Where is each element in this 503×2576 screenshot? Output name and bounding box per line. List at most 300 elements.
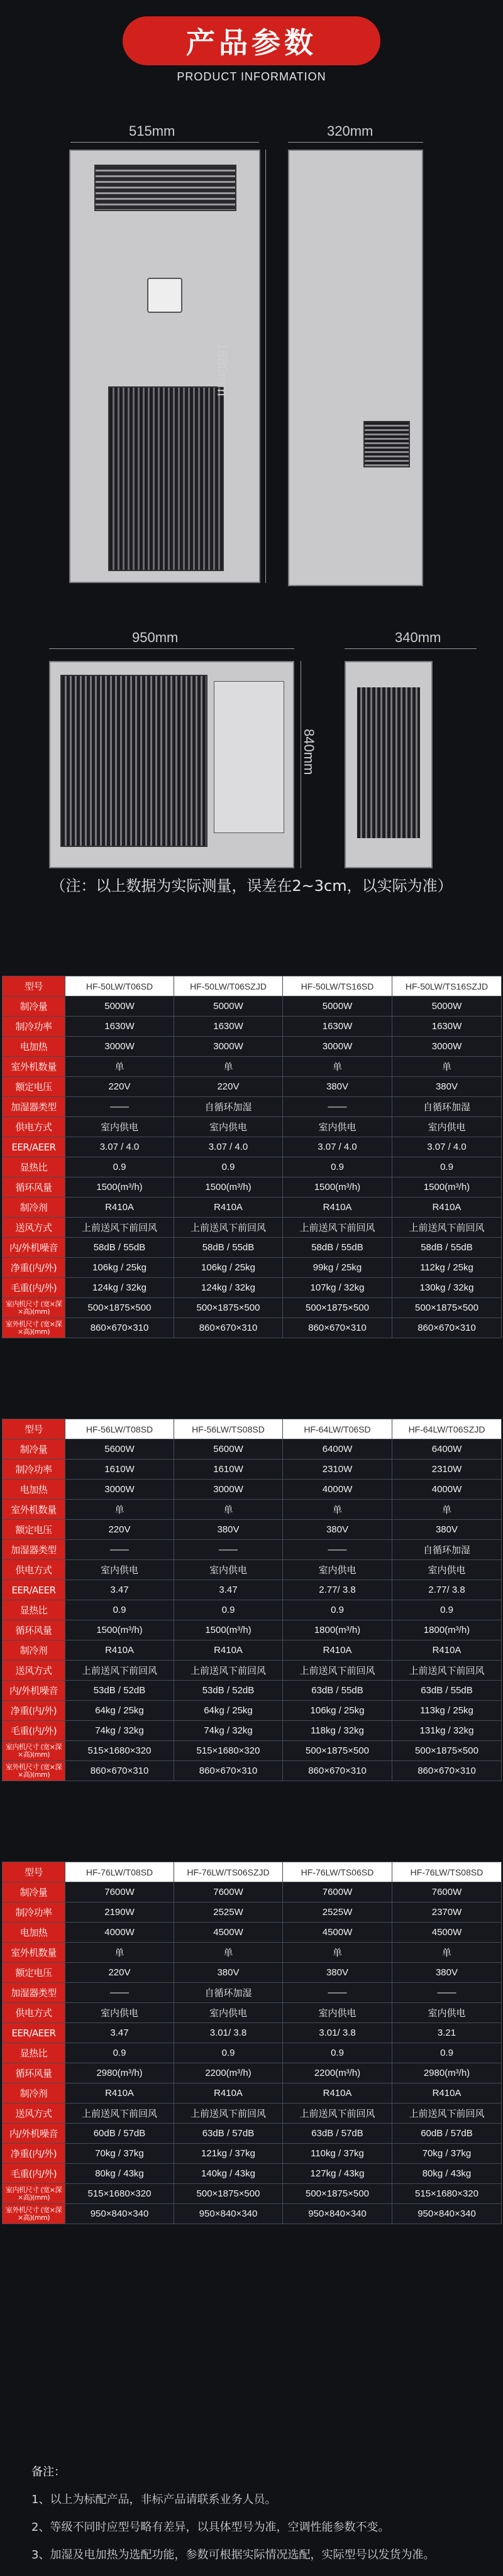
spec-cell: 1630W — [283, 1017, 392, 1037]
spec-cell: HF-50LW/T06SD — [65, 976, 174, 996]
spec-row — [3, 996, 502, 1017]
spec-cell: 860×670×310 — [283, 1318, 392, 1338]
spec-cell: 220V — [65, 1520, 174, 1540]
row-label: 循环风量 — [3, 2063, 65, 2083]
spec-row — [3, 1943, 502, 1963]
spec-cell: 0.9 — [392, 1600, 502, 1620]
row-label: 毛重(内/外) — [3, 1278, 65, 1298]
indoor-top-vent — [94, 165, 236, 211]
row-label: 制冷功率 — [3, 1017, 65, 1037]
spec-cell: 1610W — [174, 1460, 283, 1480]
spec-row — [3, 1862, 502, 1882]
spec-row — [3, 1620, 502, 1640]
spec-cell: 室内供电 — [283, 2003, 392, 2023]
spec-cell: 380V — [392, 1520, 502, 1540]
spec-cell: 1500(m³/h) — [392, 1177, 502, 1198]
spec-cell: —— — [65, 1097, 174, 1117]
row-label: 型号 — [3, 1862, 65, 1882]
spec-cell: 1800(m³/h) — [392, 1620, 502, 1640]
spec-cell: —— — [283, 1983, 392, 2003]
spec-cell: 3.07 / 4.0 — [65, 1137, 174, 1157]
spec-cell: 124kg / 32kg — [65, 1278, 174, 1298]
page-header — [0, 0, 503, 94]
spec-row — [3, 1278, 502, 1298]
row-label: EER/AEER — [3, 1580, 65, 1600]
remarks — [31, 2463, 484, 2573]
spec-cell: 63dB / 55dB — [392, 1681, 502, 1701]
row-label: 室内机尺寸 (宽×深×高)(mm) — [3, 1298, 65, 1318]
spec-cell: 2200(m³/h) — [174, 2063, 283, 2083]
spec-cell: 500×1875×500 — [392, 1298, 502, 1318]
row-label: 加湿器类型 — [3, 1097, 65, 1117]
spec-cell: 室内供电 — [65, 1117, 174, 1137]
outdoor-side-panel — [214, 681, 284, 833]
spec-cell: 3.01/ 3.8 — [283, 2023, 392, 2043]
row-label: 制冷功率 — [3, 1460, 65, 1480]
spec-cell: R410A — [65, 1640, 174, 1661]
spec-cell: 58dB / 55dB — [174, 1238, 283, 1258]
row-label: 型号 — [3, 976, 65, 996]
row-label: 显热比 — [3, 1600, 65, 1620]
row-label: 室内机尺寸 (宽×深×高)(mm) — [3, 2184, 65, 2204]
spec-cell: 5600W — [65, 1439, 174, 1460]
spec-row — [3, 1439, 502, 1460]
spec-cell: 80kg / 43kg — [65, 2164, 174, 2184]
indoor-side-fan — [363, 421, 410, 467]
spec-cell: 1630W — [65, 1017, 174, 1037]
spec-cell: 1500(m³/h) — [174, 1620, 283, 1640]
row-label: 送风方式 — [3, 1218, 65, 1238]
row-label: 电加热 — [3, 1923, 65, 1943]
spec-cell: 70kg / 37kg — [65, 2144, 174, 2164]
remark-item: 2、等级不同时应型号略有差异，以具体型号为准，空调性能参数不变。 — [31, 2521, 390, 2534]
spec-cell: 70kg / 37kg — [392, 2144, 502, 2164]
spec-cell: 室内供电 — [392, 1117, 502, 1137]
indoor-depth-label: 320mm — [327, 123, 373, 139]
spec-cell: 单 — [283, 1943, 392, 1963]
spec-cell: 室内供电 — [65, 2003, 174, 2023]
spec-cell: R410A — [174, 1198, 283, 1218]
spec-row — [3, 1963, 502, 1983]
spec-cell: 3.47 — [65, 1580, 174, 1600]
spec-cell: 58dB / 55dB — [65, 1238, 174, 1258]
spec-cell: 58dB / 55dB — [392, 1238, 502, 1258]
spec-row — [3, 1580, 502, 1600]
indoor-unit-side — [288, 150, 423, 586]
spec-row — [3, 2003, 502, 2023]
spec-cell: 单 — [65, 1500, 174, 1520]
spec-row — [3, 1923, 502, 1943]
spec-cell: 3.47 — [65, 2023, 174, 2043]
row-label: 送风方式 — [3, 1661, 65, 1681]
spec-cell: —— — [392, 1983, 502, 2003]
spec-cell: 220V — [65, 1963, 174, 1983]
spec-row — [3, 2063, 502, 2083]
spec-cell: 上前送风下前回风 — [65, 2104, 174, 2124]
spec-cell: 500×1875×500 — [283, 2184, 392, 2204]
row-label: 加湿器类型 — [3, 1540, 65, 1560]
remark-item: 3、加湿及电加热为选配功能，参数可根据实际情况选配，实际型号以发货为准。 — [31, 2548, 435, 2562]
spec-row — [3, 1298, 502, 1318]
spec-cell: 2310W — [392, 1460, 502, 1480]
spec-cell: 118kg / 32kg — [283, 1721, 392, 1741]
row-label: 制冷功率 — [3, 1902, 65, 1923]
spec-cell: 860×670×310 — [392, 1761, 502, 1781]
spec-cell: 74kg / 32kg — [65, 1721, 174, 1741]
spec-cell: 3000W — [283, 1037, 392, 1057]
spec-cell: 5000W — [174, 996, 283, 1017]
spec-cell: 上前送风下前回风 — [65, 1661, 174, 1681]
spec-table-2 — [2, 1419, 502, 1781]
spec-cell: R410A — [392, 1640, 502, 1661]
spec-row — [3, 1721, 502, 1741]
spec-row — [3, 2124, 502, 2144]
spec-cell: —— — [65, 1540, 174, 1560]
spec-row — [3, 1741, 502, 1761]
spec-cell: 0.9 — [65, 1157, 174, 1177]
spec-cell: R410A — [392, 1198, 502, 1218]
spec-row — [3, 1238, 502, 1258]
spec-cell: 上前送风下前回风 — [392, 1661, 502, 1681]
spec-cell: 0.9 — [392, 1157, 502, 1177]
spec-row — [3, 2083, 502, 2104]
spec-cell: 自循环加湿 — [174, 1983, 283, 2003]
spec-cell: 113kg / 25kg — [392, 1701, 502, 1721]
spec-cell: 860×670×310 — [392, 1318, 502, 1338]
spec-cell: 上前送风下前回风 — [65, 1218, 174, 1238]
spec-row — [3, 1258, 502, 1278]
spec-cell: 上前送风下前回风 — [174, 1218, 283, 1238]
spec-cell: 515×1680×320 — [174, 1741, 283, 1761]
indoor-width-line — [70, 142, 259, 143]
spec-row — [3, 1661, 502, 1681]
spec-cell: 3.21 — [392, 2023, 502, 2043]
spec-cell: 2980(m³/h) — [392, 2063, 502, 2083]
spec-cell: —— — [174, 1540, 283, 1560]
row-label: 制冷剂 — [3, 2083, 65, 2104]
spec-row — [3, 1017, 502, 1037]
spec-cell: R410A — [283, 1198, 392, 1218]
spec-cell: 1500(m³/h) — [65, 1177, 174, 1198]
spec-cell: 60dB / 57dB — [392, 2124, 502, 2144]
row-label: 制冷量 — [3, 1882, 65, 1902]
spec-cell: 上前送风下前回风 — [283, 2104, 392, 2124]
row-label: 制冷量 — [3, 1439, 65, 1460]
spec-cell: 380V — [283, 1520, 392, 1540]
spec-cell: 单 — [392, 1057, 502, 1077]
spec-table-1 — [2, 976, 502, 1338]
spec-row — [3, 1137, 502, 1157]
spec-cell: HF-56LW/T08SD — [65, 1419, 174, 1439]
row-label: 加湿器类型 — [3, 1983, 65, 2003]
spec-cell: 4000W — [283, 1480, 392, 1500]
spec-cell: 0.9 — [65, 1600, 174, 1620]
spec-cell: 0.9 — [283, 1600, 392, 1620]
spec-cell: 60dB / 57dB — [65, 2124, 174, 2144]
spec-cell: 自循环加湿 — [392, 1097, 502, 1117]
spec-row — [3, 1157, 502, 1177]
row-label: 净重(内/外) — [3, 2144, 65, 2164]
spec-cell: 单 — [392, 1943, 502, 1963]
spec-row — [3, 2023, 502, 2043]
spec-cell: 2980(m³/h) — [65, 2063, 174, 2083]
spec-cell: 单 — [65, 1943, 174, 1963]
spec-cell: 2.77/ 3.8 — [283, 1580, 392, 1600]
spec-cell: 950×840×340 — [392, 2204, 502, 2224]
spec-cell: 7600W — [65, 1882, 174, 1902]
spec-row — [3, 2164, 502, 2184]
spec-cell: 2310W — [283, 1460, 392, 1480]
spec-cell: 860×670×310 — [65, 1318, 174, 1338]
indoor-depth-line — [288, 142, 423, 143]
spec-cell: 380V — [174, 1963, 283, 1983]
spec-cell: 上前送风下前回风 — [174, 1661, 283, 1681]
spec-cell: 7600W — [392, 1882, 502, 1902]
spec-row — [3, 1500, 502, 1520]
remarks-title: 备注： — [31, 2465, 65, 2479]
spec-cell: 860×670×310 — [283, 1761, 392, 1781]
spec-cell: 室内供电 — [283, 1117, 392, 1137]
spec-cell: 1500(m³/h) — [174, 1177, 283, 1198]
spec-cell: 950×840×340 — [283, 2204, 392, 2224]
spec-cell: —— — [283, 1540, 392, 1560]
row-label: 室外机尺寸 (宽×深×高)(mm) — [3, 2204, 65, 2224]
spec-cell: 单 — [174, 1943, 283, 1963]
indoor-control-panel — [147, 278, 182, 313]
row-label: EER/AEER — [3, 2023, 65, 2043]
spec-cell: 58dB / 55dB — [283, 1238, 392, 1258]
spec-cell: 380V — [283, 1963, 392, 1983]
spec-row — [3, 1882, 502, 1902]
spec-row — [3, 1902, 502, 1923]
spec-cell: 124kg / 32kg — [174, 1278, 283, 1298]
spec-cell: 53dB / 52dB — [65, 1681, 174, 1701]
row-label: 供电方式 — [3, 2003, 65, 2023]
row-label: 室外机数量 — [3, 1057, 65, 1077]
spec-cell: HF-64LW/T06SZJD — [392, 1419, 502, 1439]
spec-row — [3, 1600, 502, 1620]
spec-row — [3, 1460, 502, 1480]
spec-row — [3, 2204, 502, 2224]
spec-cell: 自循环加湿 — [174, 1097, 283, 1117]
row-label: 型号 — [3, 1419, 65, 1439]
outdoor-fan — [60, 675, 207, 847]
spec-cell: 单 — [283, 1500, 392, 1520]
outdoor-unit-front — [49, 661, 294, 868]
spec-cell: 515×1680×320 — [65, 1741, 174, 1761]
spec-cell: R410A — [174, 2083, 283, 2104]
spec-row — [3, 1983, 502, 2003]
spec-cell: 500×1875×500 — [283, 1298, 392, 1318]
spec-cell: 80kg / 43kg — [392, 2164, 502, 2184]
spec-cell: 0.9 — [392, 2043, 502, 2063]
outdoor-unit-side — [345, 661, 433, 868]
spec-cell: HF-76LW/TS06SD — [283, 1862, 392, 1882]
row-label: 电加热 — [3, 1037, 65, 1057]
spec-cell: HF-76LW/TS08SD — [392, 1862, 502, 1882]
spec-cell: 1610W — [65, 1460, 174, 1480]
row-label: 电加热 — [3, 1480, 65, 1500]
spec-cell: 500×1875×500 — [174, 1298, 283, 1318]
spec-cell: 上前送风下前回风 — [283, 1218, 392, 1238]
spec-row — [3, 1419, 502, 1439]
row-label: 循环风量 — [3, 1177, 65, 1198]
spec-cell: 4000W — [65, 1923, 174, 1943]
spec-cell: R410A — [392, 2083, 502, 2104]
row-label: 供电方式 — [3, 1117, 65, 1137]
spec-cell: HF-50LW/T06SZJD — [174, 976, 283, 996]
indoor-height-line — [265, 150, 266, 583]
spec-cell: 500×1875×500 — [65, 1298, 174, 1318]
row-label: 室外机尺寸 (宽×深×高)(mm) — [3, 1318, 65, 1338]
spec-row — [3, 1540, 502, 1560]
spec-cell: 64kg / 25kg — [174, 1701, 283, 1721]
spec-cell: 3.07 / 4.0 — [174, 1137, 283, 1157]
spec-cell: 860×670×310 — [174, 1761, 283, 1781]
spec-cell: HF-50LW/TS16SZJD — [392, 976, 502, 996]
spec-cell: 4500W — [283, 1923, 392, 1943]
indoor-width-label: 515mm — [129, 123, 175, 139]
spec-cell: R410A — [283, 1640, 392, 1661]
row-label: 净重(内/外) — [3, 1258, 65, 1278]
spec-cell: 7600W — [283, 1882, 392, 1902]
spec-cell: 380V — [283, 1077, 392, 1097]
row-label: 额定电压 — [3, 1077, 65, 1097]
spec-cell: 74kg / 32kg — [174, 1721, 283, 1741]
spec-cell: 3000W — [392, 1037, 502, 1057]
row-label: 毛重(内/外) — [3, 2164, 65, 2184]
spec-cell: 2525W — [174, 1902, 283, 1923]
spec-row — [3, 1077, 502, 1097]
spec-row — [3, 2104, 502, 2124]
row-label: 净重(内/外) — [3, 1701, 65, 1721]
spec-cell: 112kg / 25kg — [392, 1258, 502, 1278]
spec-cell: 室内供电 — [174, 1117, 283, 1137]
spec-cell: HF-76LW/T08SD — [65, 1862, 174, 1882]
spec-row — [3, 2043, 502, 2063]
outdoor-height-label: 840mm — [301, 729, 317, 775]
outdoor-depth-label: 340mm — [395, 630, 441, 645]
spec-cell: 500×1875×500 — [174, 2184, 283, 2204]
spec-cell: 63dB / 57dB — [283, 2124, 392, 2144]
spec-cell: 3.01/ 3.8 — [174, 2023, 283, 2043]
spec-cell: 单 — [283, 1057, 392, 1077]
spec-cell: —— — [65, 1983, 174, 2003]
spec-cell: 99kg / 25kg — [283, 1258, 392, 1278]
indoor-bottom-grille — [108, 386, 224, 571]
row-label: 供电方式 — [3, 1560, 65, 1580]
spec-cell: 380V — [174, 1520, 283, 1540]
row-label: 显热比 — [3, 1157, 65, 1177]
row-label: 内/外机噪音 — [3, 1681, 65, 1701]
outdoor-width-line — [49, 648, 294, 649]
spec-cell: 上前送风下前回风 — [392, 1218, 502, 1238]
spec-cell: 110kg / 37kg — [283, 2144, 392, 2164]
spec-cell: 室内供电 — [174, 1560, 283, 1580]
spec-cell: 室内供电 — [283, 1560, 392, 1580]
row-label: 额定电压 — [3, 1520, 65, 1540]
row-label: 室内机尺寸 (宽×深×高)(mm) — [3, 1741, 65, 1761]
row-label: 制冷剂 — [3, 1640, 65, 1661]
spec-cell: 220V — [174, 1077, 283, 1097]
spec-cell: 860×670×310 — [174, 1318, 283, 1338]
spec-cell: 0.9 — [174, 1157, 283, 1177]
spec-row — [3, 1198, 502, 1218]
spec-cell: 107kg / 32kg — [283, 1278, 392, 1298]
measurement-note: （注：以上数据为实际测量，误差在2~3cm，以实际为准） — [50, 877, 453, 895]
spec-cell: 7600W — [174, 1882, 283, 1902]
spec-row — [3, 1681, 502, 1701]
spec-cell: 0.9 — [174, 2043, 283, 2063]
spec-cell: 上前送风下前回风 — [174, 2104, 283, 2124]
spec-cell: R410A — [65, 1198, 174, 1218]
row-label: 内/外机噪音 — [3, 2124, 65, 2144]
spec-cell: 3.07 / 4.0 — [392, 1137, 502, 1157]
spec-table-3 — [2, 1862, 502, 2224]
spec-row — [3, 1218, 502, 1238]
row-label: 室外机数量 — [3, 1943, 65, 1963]
spec-cell: 5000W — [392, 996, 502, 1017]
spec-cell: 2370W — [392, 1902, 502, 1923]
spec-row — [3, 1560, 502, 1580]
spec-cell: 130kg / 32kg — [392, 1278, 502, 1298]
spec-cell: 860×670×310 — [65, 1761, 174, 1781]
spec-row — [3, 1037, 502, 1057]
spec-cell: 1630W — [392, 1017, 502, 1037]
spec-cell: 3.07 / 4.0 — [283, 1137, 392, 1157]
spec-cell: 106kg / 25kg — [283, 1701, 392, 1721]
row-label: EER/AEER — [3, 1137, 65, 1157]
spec-cell: 室内供电 — [174, 2003, 283, 2023]
spec-cell: 3000W — [174, 1037, 283, 1057]
spec-cell: 127kg / 43kg — [283, 2164, 392, 2184]
spec-cell: HF-64LW/T06SD — [283, 1419, 392, 1439]
row-label: 额定电压 — [3, 1963, 65, 1983]
spec-cell: 1500(m³/h) — [65, 1620, 174, 1640]
spec-cell: 自循环加湿 — [392, 1540, 502, 1560]
section-subtitle: PRODUCT INFORMATION — [177, 70, 326, 83]
spec-cell: 2525W — [283, 1902, 392, 1923]
spec-cell: 3000W — [65, 1480, 174, 1500]
spec-cell: 53dB / 52dB — [174, 1681, 283, 1701]
spec-cell: 950×840×340 — [174, 2204, 283, 2224]
spec-cell: 380V — [392, 1077, 502, 1097]
spec-cell: 0.9 — [283, 1157, 392, 1177]
spec-row — [3, 1057, 502, 1077]
spec-cell: 0.9 — [174, 1600, 283, 1620]
spec-cell: 室内供电 — [392, 1560, 502, 1580]
spec-cell: 3000W — [174, 1480, 283, 1500]
spec-cell: 380V — [392, 1963, 502, 1983]
spec-cell: 1500(m³/h) — [283, 1177, 392, 1198]
spec-row — [3, 1520, 502, 1540]
spec-cell: 106kg / 25kg — [174, 1258, 283, 1278]
row-label: 室外机数量 — [3, 1500, 65, 1520]
spec-cell: 4500W — [174, 1923, 283, 1943]
spec-cell: 950×840×340 — [65, 2204, 174, 2224]
spec-cell: 0.9 — [65, 2043, 174, 2063]
row-label: 制冷剂 — [3, 1198, 65, 1218]
section-title: 产品参数 — [123, 16, 380, 65]
spec-row — [3, 976, 502, 996]
spec-cell: 室内供电 — [65, 1560, 174, 1580]
spec-row — [3, 2144, 502, 2164]
spec-cell: R410A — [65, 2083, 174, 2104]
spec-row — [3, 1318, 502, 1338]
spec-cell: 4000W — [392, 1480, 502, 1500]
spec-cell: 6400W — [283, 1439, 392, 1460]
spec-cell: R410A — [283, 2083, 392, 2104]
